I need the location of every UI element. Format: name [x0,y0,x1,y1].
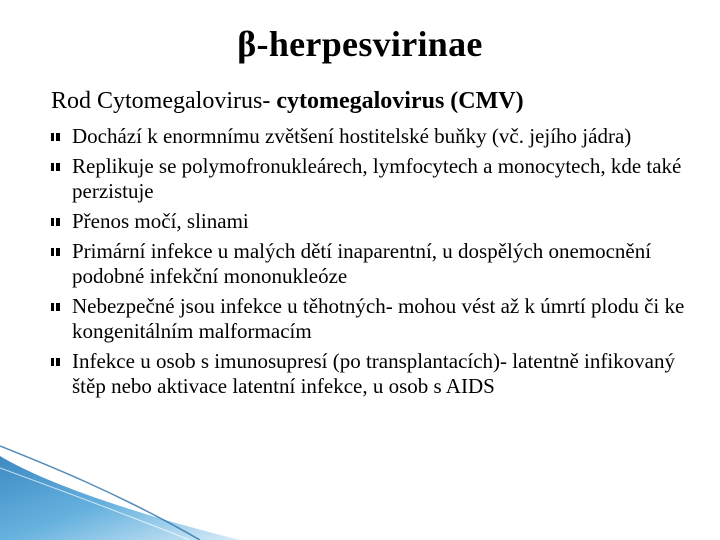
square-bullet-icon [51,163,60,171]
decorative-corner-swoosh [0,420,240,540]
subheading-virus: cytomegalovirus (CMV) [276,88,524,114]
bullet-text: Přenos močí, slinami [72,209,249,233]
bullet-list [72,124,692,404]
list-item [72,239,692,289]
bullet-text: Replikuje se polymofronukleárech, lymfocytech a monocytech, kde také perzistuje [72,154,682,203]
square-bullet-icon [51,358,60,366]
list-item [72,124,692,149]
list-item [72,294,692,344]
square-bullet-icon [51,133,60,141]
square-bullet-icon [51,248,60,256]
bullet-text: Primární infekce u malých dětí inaparentní, u dospělých onemocnění podobné infekční mononukleóze [72,239,652,288]
list-item [72,349,692,399]
bullet-text: Dochází k enormnímu zvětšení hostitelské buňky (vč. jejího jádra) [72,124,632,148]
slide-title: β-herpesvirinae [237,24,483,64]
list-item [72,154,692,204]
square-bullet-icon [51,218,60,226]
square-bullet-icon [51,303,60,311]
subheading [51,86,691,116]
bullet-text: Infekce u osob s imunosupresí (po transplantacích)- latentně infikovaný štěp nebo aktivace latentní infekce, u osob s AIDS [72,349,675,398]
bullet-text: Nebezpečné jsou infekce u těhotných- mohou vést až k úmrtí plodu či ke kongenitálním malformacím [72,294,685,343]
list-item [72,209,692,234]
subheading-genus: Rod Cytomegalovirus- [51,88,277,114]
